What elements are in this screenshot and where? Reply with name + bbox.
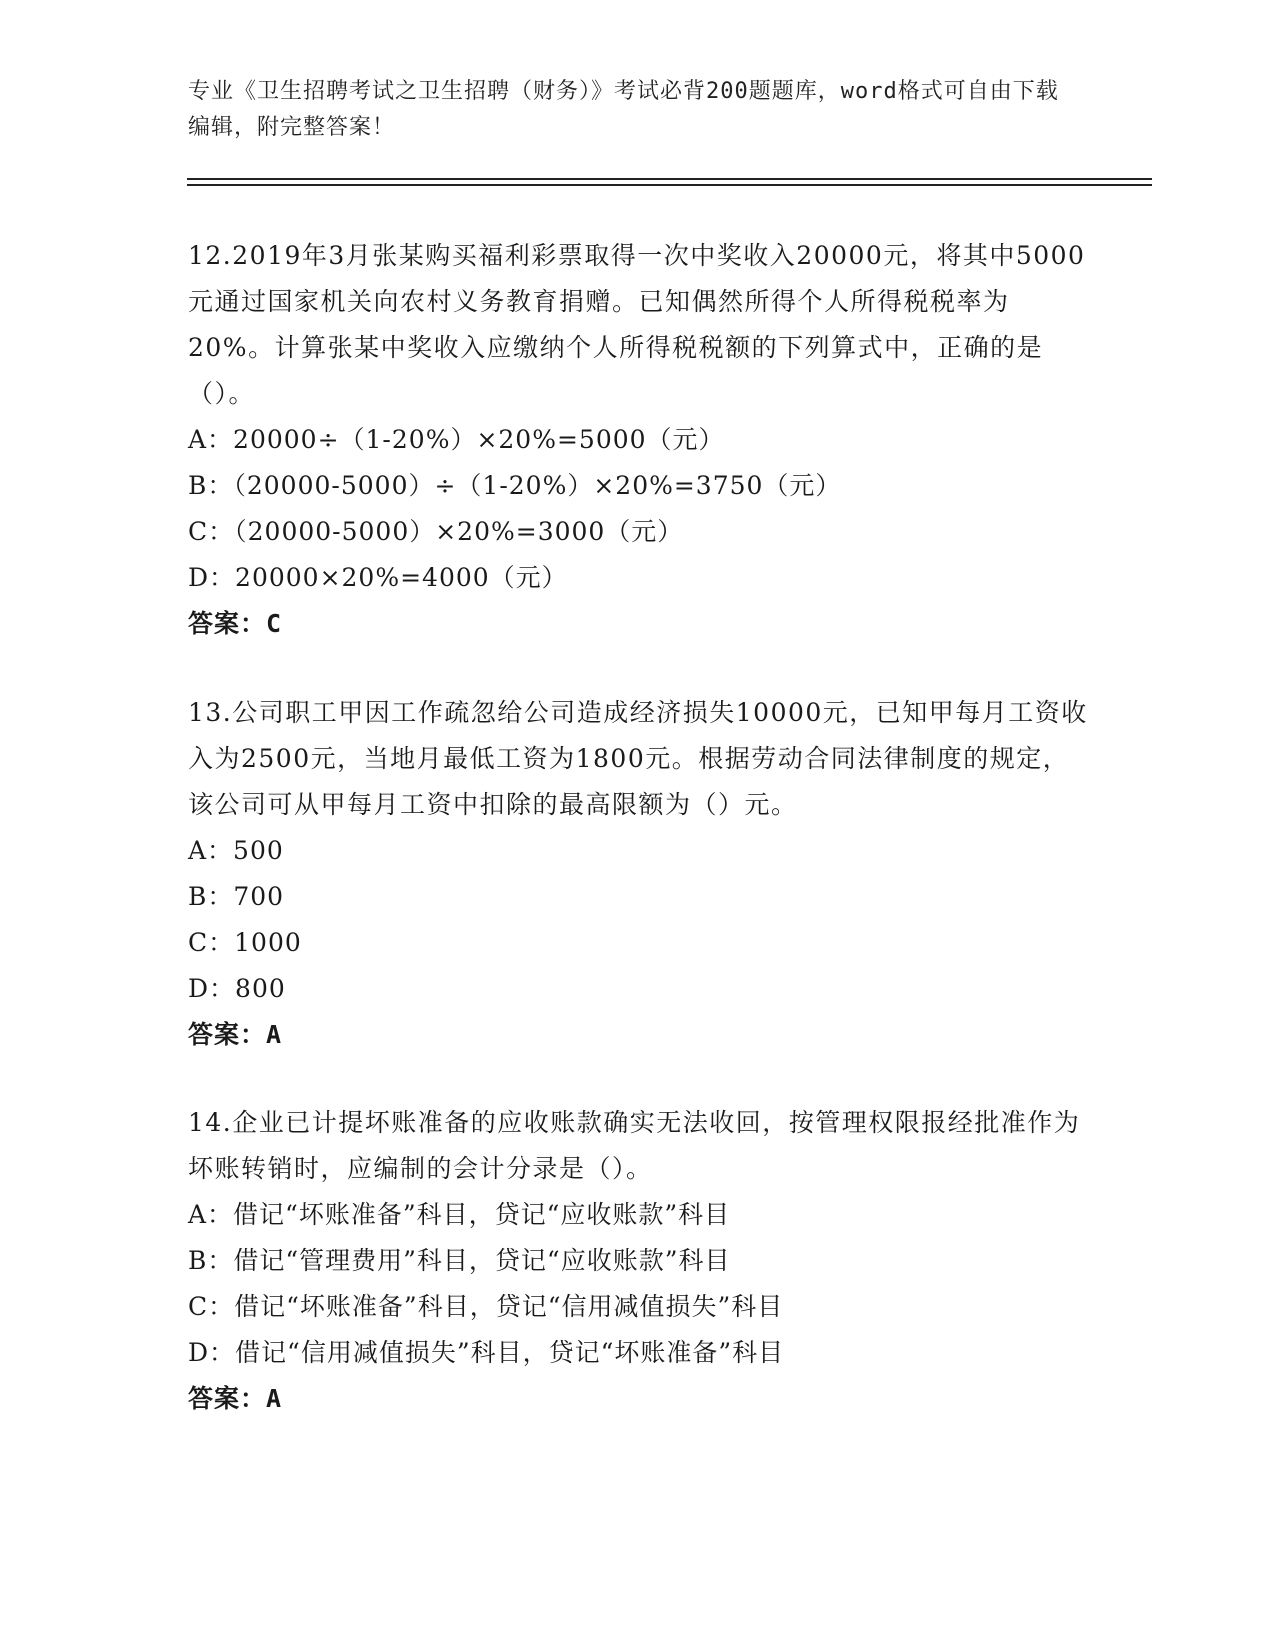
option-a: A：500: [188, 836, 284, 865]
document-header: 专业《卫生招聘考试之卫生招聘（财务）》考试必背200题题库，word格式可自由下载编辑，附完整答案！: [188, 79, 1059, 140]
question-14: [188, 1100, 1088, 1422]
option-d: D：20000×20%=4000（元）: [188, 563, 568, 592]
answer-label: 答案：C: [188, 609, 283, 638]
answer-label: 答案：A: [188, 1020, 283, 1049]
question-stem: 13.公司职工甲因工作疏忽给公司造成经济损失10000元，已知甲每月工资收入为2500元，当地月最低工资为1800元。根据劳动合同法律制度的规定，该公司可从甲每月工资中扣除的最高限额为（）元。: [188, 698, 1088, 819]
header-rule-bottom: [187, 184, 1152, 186]
option-d: D：800: [188, 974, 286, 1003]
option-c: C：1000: [188, 928, 302, 957]
question-stem: 14.企业已计提坏账准备的应收账款确实无法收回，按管理权限报经批准作为坏账转销时，应编制的会计分录是（）。: [188, 1108, 1081, 1183]
option-b: B：借记“管理费用”科目，贷记“应收账款”科目: [188, 1246, 731, 1275]
option-c: C：借记“坏账准备”科目，贷记“信用减值损失”科目: [188, 1292, 784, 1321]
option-b: B：（20000-5000）÷（1-20%）×20%=3750（元）: [188, 471, 842, 500]
option-b: B：700: [188, 882, 285, 911]
question-13: [188, 690, 1088, 1058]
option-d: D：借记“信用减值损失”科目，贷记“坏账准备”科目: [188, 1338, 785, 1367]
option-a: A：借记“坏账准备”科目，贷记“应收账款”科目: [188, 1200, 731, 1229]
question-stem: 12.2019年3月张某购买福利彩票取得一次中奖收入20000元，将其中5000元通过国家机关向农村义务教育捐赠。已知偶然所得个人所得税税率为20%。计算张某中奖收入应缴纳个人所得税税额的下列算式中，正确的是（）。: [188, 241, 1086, 408]
option-a: A：20000÷（1-20%）×20%=5000（元）: [188, 425, 725, 454]
question-12: [188, 233, 1088, 647]
header-rule-top: [187, 178, 1152, 180]
option-c: C：（20000-5000）×20%=3000（元）: [188, 517, 684, 546]
answer-label: 答案：A: [188, 1384, 283, 1413]
